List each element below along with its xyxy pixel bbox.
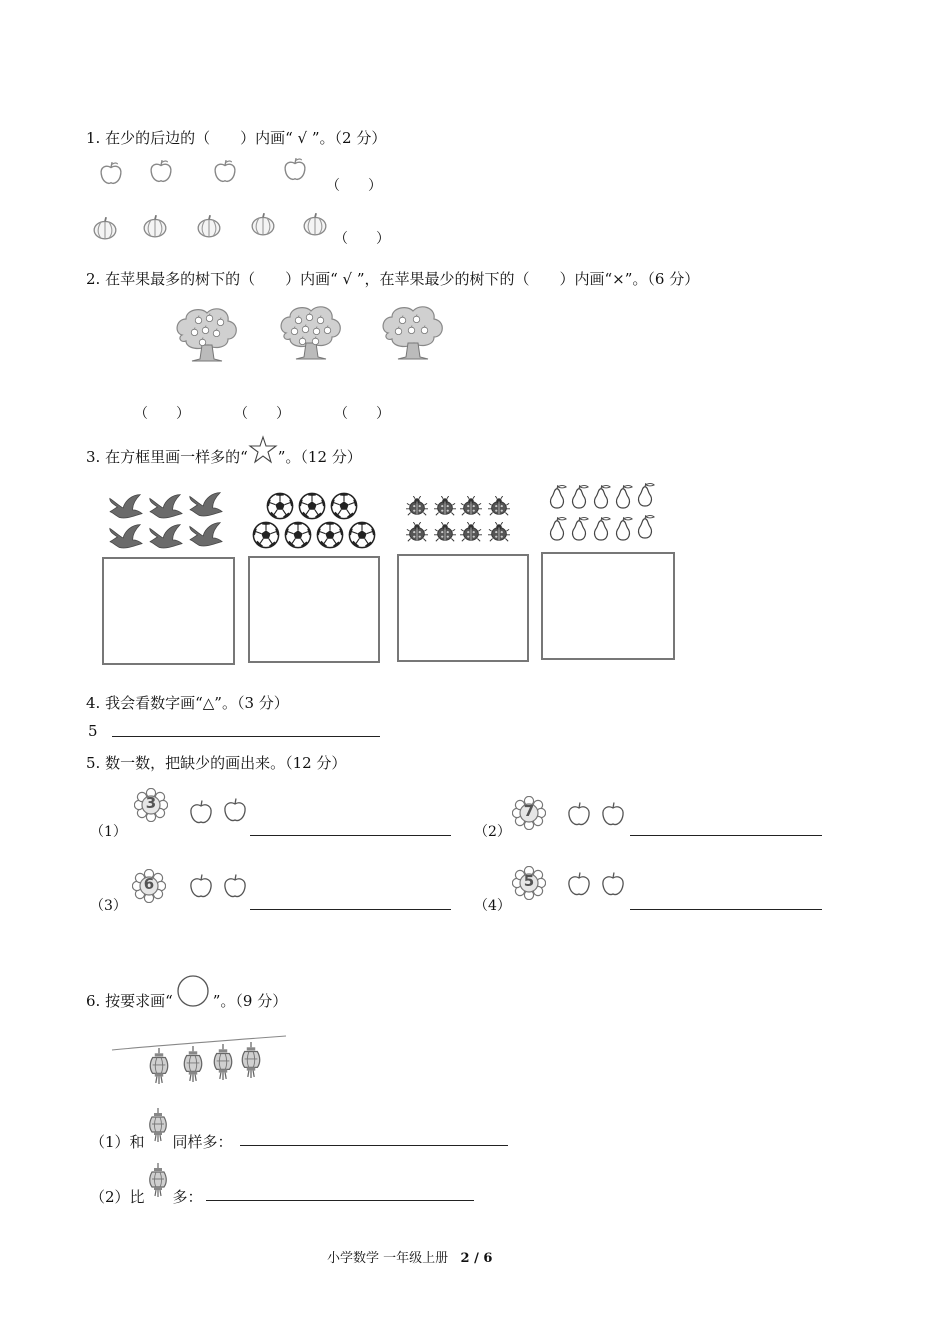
apple-outline-icon: [566, 801, 630, 829]
apple-trees: [172, 303, 452, 367]
q4-number: 5: [88, 722, 98, 740]
apple-outline-icon: [566, 871, 630, 899]
apple-outline-icon: [188, 873, 252, 901]
question-3-text: [86, 446, 362, 467]
lantern-string: [112, 1036, 288, 1088]
soccer-ball-icon: [250, 490, 384, 550]
apple-tree-icon: [172, 303, 452, 367]
ball-group: [250, 490, 384, 550]
question-2-text: 2. 在苹果最多的树下的（ ）内画“ √ ”，在苹果最少的树下的（ ）内画“×”。（6 分）: [86, 270, 700, 288]
flower-number: 3: [145, 794, 157, 812]
flower-number: 6: [143, 875, 155, 893]
number-flower-4: [512, 866, 548, 902]
page-footer: [327, 1247, 492, 1266]
q5-item-1-label: （1）: [90, 824, 127, 840]
lantern-icon: [112, 1036, 288, 1088]
q6-line2-b: 多：: [172, 1188, 203, 1206]
q4-answer-line[interactable]: [112, 736, 380, 737]
number-flower-2: [512, 796, 548, 832]
pear-icon: [544, 482, 674, 546]
q6-line1-b: 同样多：: [172, 1133, 233, 1151]
footer-page-number: 2 / 6: [460, 1251, 493, 1266]
answer-box-birds[interactable]: [102, 557, 235, 665]
flower-number: 5: [523, 872, 535, 890]
pear-group: [544, 482, 674, 546]
lantern-icon: [145, 1134, 173, 1152]
q5-item-2-label: （2）: [474, 824, 511, 840]
q5-item-2-answer-line[interactable]: [630, 835, 822, 836]
lantern-icon: [145, 1189, 173, 1207]
q6-line1-a: （1）和: [90, 1133, 145, 1151]
q6-line-2-answer[interactable]: [206, 1200, 474, 1201]
q6-line-1: [90, 1131, 233, 1152]
answer-box-balls[interactable]: [248, 556, 380, 663]
apple-pair-2: [566, 801, 630, 829]
footer-subject: 小学数学 一年级上册: [327, 1251, 449, 1266]
q6-text-after: ”。（9 分）: [212, 992, 288, 1010]
q3-text-after: ”。（12 分）: [277, 448, 362, 466]
q5-item-3-answer-line[interactable]: [250, 909, 451, 910]
q2-answer-2[interactable]: （ ）: [234, 406, 290, 422]
q5-item-4-answer-line[interactable]: [630, 909, 822, 910]
q3-text-before: 3. 在方框里画一样多的“: [86, 448, 248, 466]
apple-outline-icon: [188, 797, 252, 825]
apple-outline-icon: [96, 155, 326, 191]
q5-item-1-answer-line[interactable]: [250, 835, 451, 836]
answer-box-pears[interactable]: [541, 552, 675, 660]
apple-pair-1: [188, 797, 252, 825]
q6-line2-a: （2）比: [90, 1188, 145, 1206]
q2-answer-3[interactable]: （ ）: [334, 406, 390, 422]
star-outline-icon: [248, 449, 278, 467]
apple-pair-4: [566, 871, 630, 899]
question-4-text: 4. 我会看数字画“△”。（3 分）: [86, 694, 289, 712]
number-flower-3: [132, 869, 168, 905]
question-5-text: 5. 数一数，把缺少的画出来。（12 分）: [86, 754, 347, 772]
question-1-text: 1. 在少的后边的（ ）内画“ √ ”。（2 分）: [86, 129, 387, 147]
q2-answer-1[interactable]: （ ）: [134, 406, 190, 422]
ladybug-group: [404, 494, 524, 546]
bird-icon: [104, 488, 234, 554]
pumpkin-outline-icon: [90, 211, 330, 241]
q6-text-before: 6. 按要求画“: [86, 992, 173, 1010]
q1-row1-answer[interactable]: （ ）: [326, 178, 382, 194]
q5-item-4-label: （4）: [474, 898, 511, 914]
bird-group: [104, 488, 234, 554]
q5-item-3-label: （3）: [90, 898, 127, 914]
q6-line-2: [90, 1186, 203, 1207]
ladybug-icon: [404, 494, 524, 546]
answer-box-ladybugs[interactable]: [397, 554, 529, 662]
circle-outline-icon: [173, 993, 213, 1011]
apple-row: [96, 155, 326, 191]
question-6-text: [86, 990, 287, 1011]
q1-row2-answer[interactable]: （ ）: [334, 231, 390, 247]
pumpkin-row: [90, 211, 330, 241]
q6-line-1-answer[interactable]: [240, 1145, 508, 1146]
number-flower-1: [134, 788, 170, 824]
flower-number: 7: [523, 802, 535, 820]
apple-pair-3: [188, 873, 252, 901]
